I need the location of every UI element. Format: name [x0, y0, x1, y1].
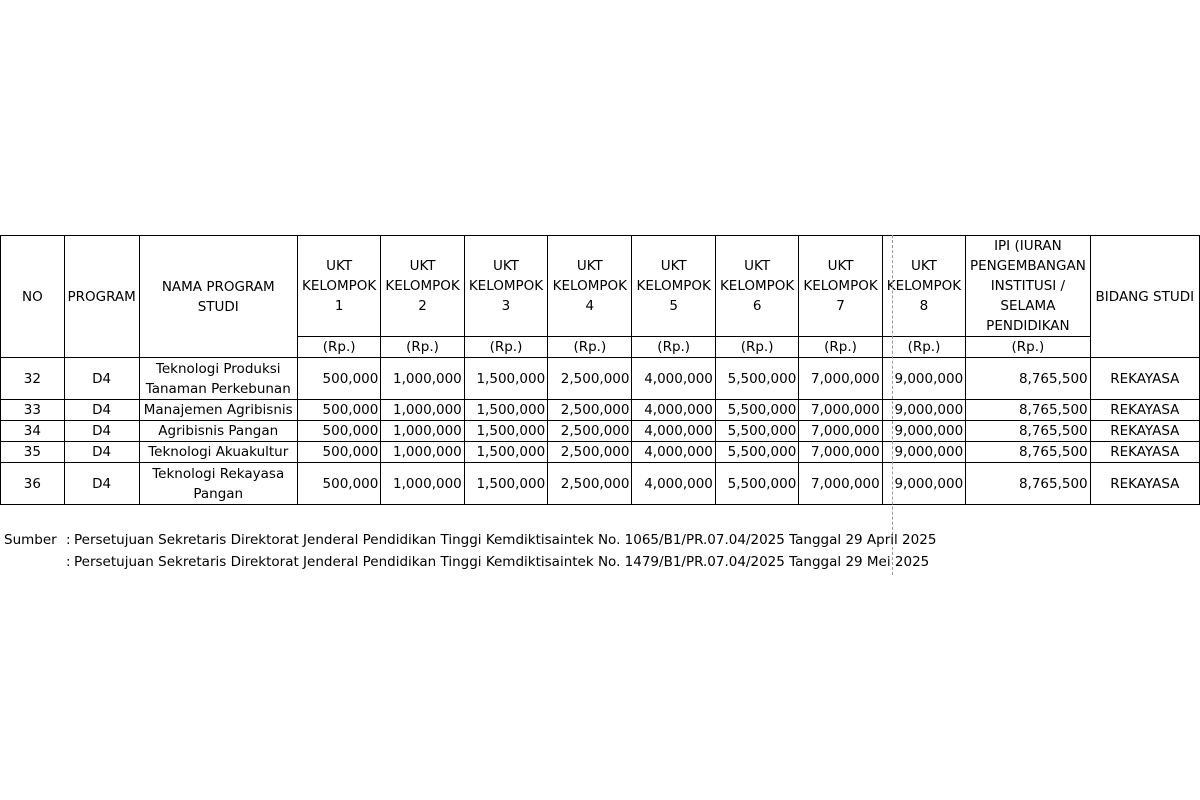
cell-ukt-8: 9,000,000 — [882, 400, 965, 421]
header-ukt-3: UKT KELOMPOK 3 — [464, 236, 547, 337]
header-ukt-2: UKT KELOMPOK 2 — [381, 236, 464, 337]
cell-nama: Teknologi Rekayasa Pangan — [139, 463, 297, 505]
ukt-table — [0, 235, 1200, 505]
cell-ukt-5: 4,000,000 — [632, 463, 715, 505]
source-text-1: Persetujuan Sekretaris Direktorat Jenderal Pendidikan Tinggi Kemdiktisaintek No. 1065/B1/PR.07.04/2025 Tanggal 29 April 2025 — [74, 532, 937, 548]
cell-bidang: REKAYASA — [1090, 463, 1199, 505]
header-ukt-6: UKT KELOMPOK 6 — [715, 236, 798, 337]
cell-ukt-7: 7,000,000 — [799, 358, 882, 400]
cell-ukt-3: 1,500,000 — [464, 463, 547, 505]
header-ipi: IPI (IURAN PENGEMBANGAN INSTITUSI / SELAMA PENDIDIKAN — [966, 236, 1090, 337]
cell-program: D4 — [64, 400, 139, 421]
page-break-line — [892, 235, 893, 575]
cell-ukt-5: 4,000,000 — [632, 421, 715, 442]
cell-nama: Agribisnis Pangan — [139, 421, 297, 442]
table-row — [1, 358, 1200, 400]
cell-ukt-3: 1,500,000 — [464, 421, 547, 442]
cell-ukt-7: 7,000,000 — [799, 463, 882, 505]
unit-ipi: (Rp.) — [966, 337, 1090, 358]
cell-no: 35 — [1, 442, 65, 463]
unit-ukt-1: (Rp.) — [297, 337, 380, 358]
header-ukt-5: UKT KELOMPOK 5 — [632, 236, 715, 337]
cell-ukt-2: 1,000,000 — [381, 400, 464, 421]
header-ukt-8: UKT KELOMPOK 8 — [882, 236, 965, 337]
table-row — [1, 400, 1200, 421]
table-row — [1, 421, 1200, 442]
cell-bidang: REKAYASA — [1090, 358, 1199, 400]
source-colon: : — [66, 532, 71, 548]
source-colon: : — [66, 554, 71, 570]
table-row — [1, 463, 1200, 505]
cell-ukt-8: 9,000,000 — [882, 442, 965, 463]
source-label: Sumber — [4, 532, 57, 548]
cell-ukt-7: 7,000,000 — [799, 400, 882, 421]
cell-ukt-2: 1,000,000 — [381, 421, 464, 442]
cell-ukt-3: 1,500,000 — [464, 442, 547, 463]
table-row — [1, 442, 1200, 463]
cell-ukt-3: 1,500,000 — [464, 400, 547, 421]
cell-ukt-6: 5,500,000 — [715, 442, 798, 463]
cell-ukt-2: 1,000,000 — [381, 442, 464, 463]
cell-ukt-6: 5,500,000 — [715, 400, 798, 421]
cell-ukt-1: 500,000 — [297, 421, 380, 442]
source-line-2 — [4, 551, 936, 573]
cell-ukt-8: 9,000,000 — [882, 421, 965, 442]
cell-ukt-1: 500,000 — [297, 358, 380, 400]
cell-no: 34 — [1, 421, 65, 442]
header-ukt-4: UKT KELOMPOK 4 — [548, 236, 632, 337]
cell-nama: Teknologi Produksi Tanaman Perkebunan — [139, 358, 297, 400]
cell-no: 33 — [1, 400, 65, 421]
cell-ukt-6: 5,500,000 — [715, 358, 798, 400]
unit-ukt-3: (Rp.) — [464, 337, 547, 358]
cell-nama: Teknologi Akuakultur — [139, 442, 297, 463]
cell-ukt-2: 1,000,000 — [381, 358, 464, 400]
cell-ukt-8: 9,000,000 — [882, 358, 965, 400]
cell-no: 32 — [1, 358, 65, 400]
cell-ipi: 8,765,500 — [966, 400, 1090, 421]
cell-ipi: 8,765,500 — [966, 421, 1090, 442]
unit-ukt-6: (Rp.) — [715, 337, 798, 358]
cell-ukt-8: 9,000,000 — [882, 463, 965, 505]
unit-ukt-5: (Rp.) — [632, 337, 715, 358]
cell-ukt-1: 500,000 — [297, 400, 380, 421]
header-no: NO — [1, 236, 65, 358]
cell-ukt-1: 500,000 — [297, 442, 380, 463]
cell-ukt-4: 2,500,000 — [548, 358, 632, 400]
unit-ukt-4: (Rp.) — [548, 337, 632, 358]
header-ukt-1: UKT KELOMPOK 1 — [297, 236, 380, 337]
cell-ukt-7: 7,000,000 — [799, 442, 882, 463]
unit-ukt-2: (Rp.) — [381, 337, 464, 358]
cell-program: D4 — [64, 358, 139, 400]
cell-ukt-7: 7,000,000 — [799, 421, 882, 442]
header-row — [1, 236, 1200, 337]
unit-ukt-7: (Rp.) — [799, 337, 882, 358]
source-label-empty — [4, 551, 66, 573]
cell-ukt-6: 5,500,000 — [715, 463, 798, 505]
cell-ukt-4: 2,500,000 — [548, 442, 632, 463]
header-program: PROGRAM — [64, 236, 139, 358]
source-line-1 — [4, 529, 936, 551]
cell-bidang: REKAYASA — [1090, 442, 1199, 463]
cell-ukt-5: 4,000,000 — [632, 400, 715, 421]
cell-program: D4 — [64, 421, 139, 442]
cell-program: D4 — [64, 463, 139, 505]
cell-ukt-2: 1,000,000 — [381, 463, 464, 505]
cell-no: 36 — [1, 463, 65, 505]
cell-ukt-4: 2,500,000 — [548, 421, 632, 442]
header-nama-program-studi: NAMA PROGRAM STUDI — [139, 236, 297, 358]
cell-ipi: 8,765,500 — [966, 358, 1090, 400]
cell-ipi: 8,765,500 — [966, 442, 1090, 463]
cell-ukt-6: 5,500,000 — [715, 421, 798, 442]
cell-ukt-1: 500,000 — [297, 463, 380, 505]
cell-ukt-3: 1,500,000 — [464, 358, 547, 400]
cell-bidang: REKAYASA — [1090, 400, 1199, 421]
source-text-2: Persetujuan Sekretaris Direktorat Jenderal Pendidikan Tinggi Kemdiktisaintek No. 1479/B1/PR.07.04/2025 Tanggal 29 Mei 2025 — [74, 554, 930, 570]
cell-ukt-4: 2,500,000 — [548, 400, 632, 421]
cell-ipi: 8,765,500 — [966, 463, 1090, 505]
cell-ukt-5: 4,000,000 — [632, 442, 715, 463]
header-ukt-7: UKT KELOMPOK 7 — [799, 236, 882, 337]
sources-note — [4, 529, 936, 573]
cell-ukt-4: 2,500,000 — [548, 463, 632, 505]
unit-ukt-8: (Rp.) — [882, 337, 965, 358]
header-bidang-studi: BIDANG STUDI — [1090, 236, 1199, 358]
cell-bidang: REKAYASA — [1090, 421, 1199, 442]
cell-ukt-5: 4,000,000 — [632, 358, 715, 400]
cell-program: D4 — [64, 442, 139, 463]
cell-nama: Manajemen Agribisnis — [139, 400, 297, 421]
